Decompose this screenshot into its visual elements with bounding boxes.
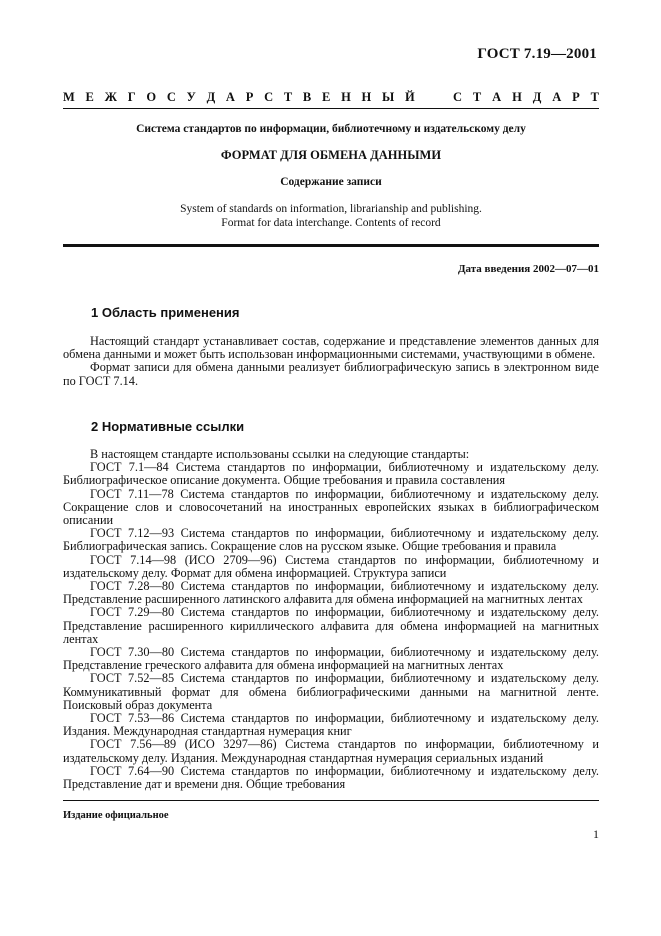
reference-item: ГОСТ 7.30—80 Система стандартов по информации, библиотечному и издательскому делу. Представление греческого алфавита для обмена информацией на магнитных лентах xyxy=(63,645,599,673)
paragraph: В настоящем стандарте использованы ссылки на следующие стандарты: xyxy=(90,447,470,461)
intro-date: Дата введения 2002—07—01 xyxy=(457,263,599,275)
document-subtitle: Содержание записи xyxy=(280,176,382,188)
reference-item: ГОСТ 7.28—80 Система стандартов по информации, библиотечному и издательскому делу. Представление расширенного латинского алфавита для обмена информацией на магнитных лентах xyxy=(63,579,599,607)
reference-item: ГОСТ 7.53—86 Система стандартов по информации, библиотечному и издательскому делу. Издания. Международная стандартная нумерация книг xyxy=(63,711,599,739)
page-number: 1 xyxy=(593,827,599,841)
reference-item: ГОСТ 7.56—89 (ИСО 3297—86) Система стандартов по информации, библиотечному и издательскому делу. Издания. Международная стандартная нумерация сериальных изданий xyxy=(63,737,599,765)
section-heading-scope: 1 Область применения xyxy=(91,305,240,320)
banner-word-interstate: М Е Ж Г О С У Д А Р С Т В Е Н Н Ы Й xyxy=(63,90,415,104)
reference-item: ГОСТ 7.29—80 Система стандартов по информации, библиотечному и издательскому делу. Представление расширенного кириллического алфавита для обмена информацией на магнитных лентах xyxy=(63,605,599,646)
paragraph: Формат записи для обмена данными реализует библиографическую запись в электронном виде по ГОСТ 7.14. xyxy=(63,360,599,388)
section-heading-normative-references: 2 Нормативные ссылки xyxy=(91,419,245,434)
english-title-line-1: System of standards on information, librarianship and publishing. xyxy=(180,203,482,215)
gost-number: ГОСТ 7.19—2001 xyxy=(477,46,597,62)
section-body-normative-references xyxy=(63,448,599,791)
reference-item: ГОСТ 7.12—93 Система стандартов по информации, библиотечному и издательскому делу. Библиографическая запись. Сокращение слов на русском языке. Общие требования и правила xyxy=(63,526,599,554)
interstate-standard-banner xyxy=(63,90,599,105)
banner-word-standard: С Т А Н Д А Р Т xyxy=(453,90,599,104)
title-divider xyxy=(63,244,599,247)
reference-item: ГОСТ 7.1—84 Система стандартов по информации, библиотечному и издательскому делу. Библиографическое описание документа. Общие требования и правила составления xyxy=(63,460,599,488)
series-title: Система стандартов по информации, библиотечному и издательскому делу xyxy=(136,123,526,135)
edition-note: Издание официальное xyxy=(63,810,169,821)
reference-item: ГОСТ 7.11—78 Система стандартов по информации, библиотечному и издательскому делу. Сокращение слов и словосочетаний на иностранных европейских языках в библиографическом описании xyxy=(63,486,599,528)
reference-item: ГОСТ 7.64—90 Система стандартов по информации, библиотечному и издательскому делу. Представление дат и времени дня. Общие требования xyxy=(63,763,599,792)
document-title: ФОРМАТ ДЛЯ ОБМЕНА ДАННЫМИ xyxy=(220,148,442,162)
banner-divider xyxy=(63,108,599,109)
section-body-scope xyxy=(63,335,599,388)
english-title-line-2: Format for data interchange. Contents of record xyxy=(221,217,441,229)
paragraph: Настоящий стандарт устанавливает состав, содержание и представление элементов данных для обмена данными и может быть использован информационными системами, участвующими в обмене. xyxy=(63,334,599,362)
reference-item: ГОСТ 7.14—98 (ИСО 2709—96) Система стандартов по информации, библиотечному и издательскому делу. Формат для обмена информацией. Структура записи xyxy=(63,552,599,580)
footer-divider xyxy=(63,800,599,801)
reference-item: ГОСТ 7.52—85 Система стандартов по информации, библиотечному и издательскому делу. Коммуникативный формат для обмена библиографическими данными на магнитной ленте. Поисковый образ документа xyxy=(63,671,599,712)
